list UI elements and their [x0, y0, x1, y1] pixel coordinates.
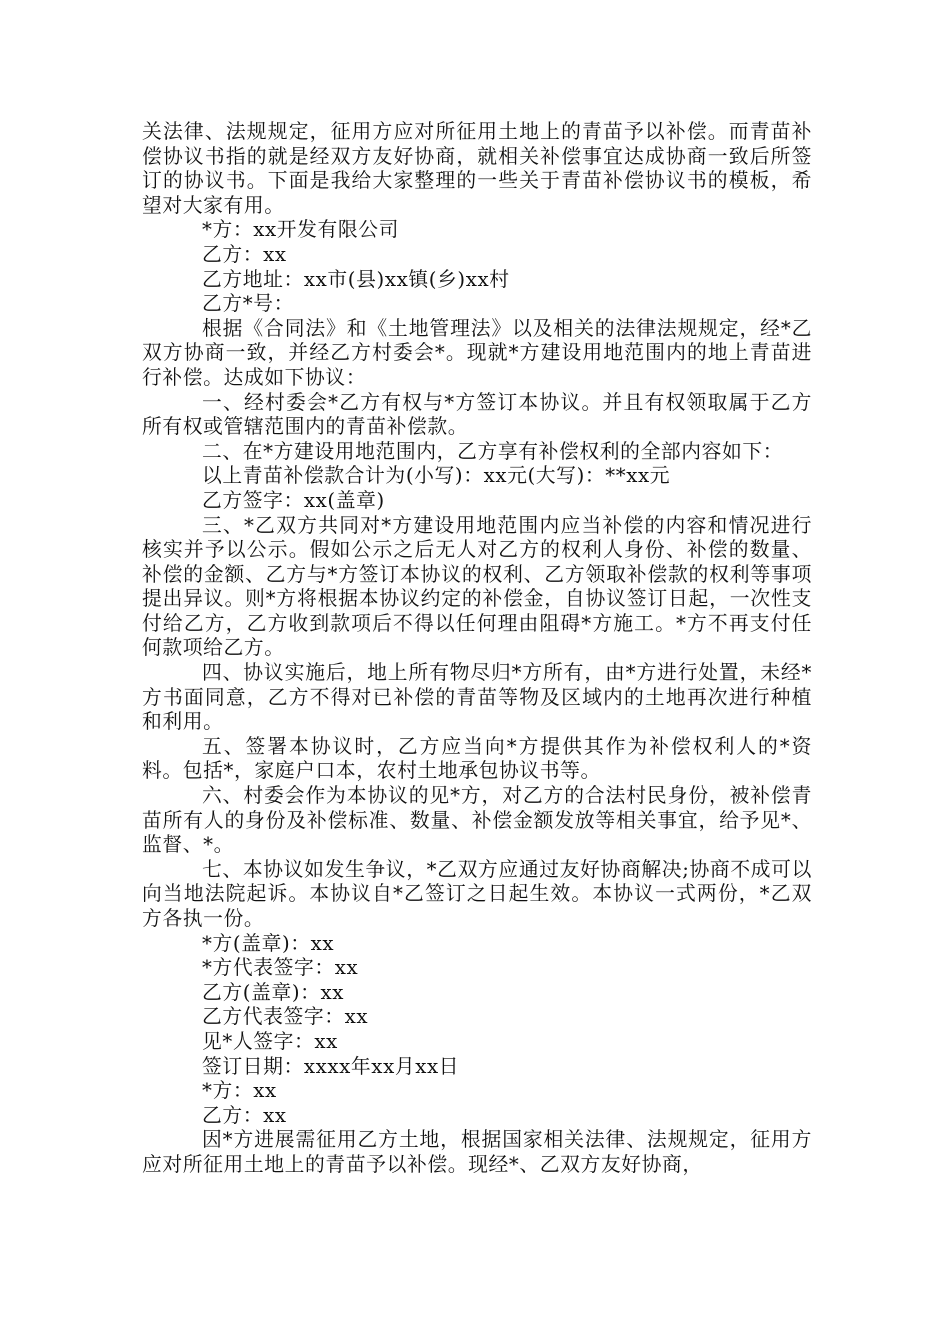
compensation-total-line: 以上青苗补偿款合计为(小写)：xx元(大写)：**xx元 [202, 464, 671, 488]
party-b-signature-line: 乙方签字：xx(盖章) [202, 488, 385, 512]
party-b-seal-line: 乙方(盖章)：xx [202, 980, 345, 1004]
second-agreement-intro-paragraph: 因*方进展需征用乙方土地，根据国家相关法律、法规规定，征用方应对所征用土地上的青苗予以补偿。现经*、乙双方友好协商， [142, 1128, 812, 1176]
party-a-line: *方：xx开发有限公司 [202, 218, 400, 242]
signing-date-line: 签订日期：xxxx年xx月xx日 [202, 1054, 460, 1078]
second-party-a-line: *方：xx [202, 1079, 277, 1103]
party-b-id-line: 乙方*号： [202, 292, 295, 316]
witness-signature-line: 见*人签字：xx [202, 1029, 338, 1053]
party-a-rep-signature-line: *方代表签字：xx [202, 956, 359, 980]
clause-6-paragraph: 六、村委会作为本协议的见*方，对乙方的合法村民身份，被补偿青苗所有人的身份及补偿标准、数量、补偿金额发放等相关事宜，给予见*、监督、*。 [142, 784, 812, 857]
party-a-seal-line: *方(盖章)：xx [202, 931, 335, 955]
legal-basis-paragraph: 根据《合同法》和《土地管理法》以及相关的法律法规规定，经*乙双方协商一致，并经乙方村委会*。现就*方建设用地范围内的地上青苗进行补偿。达成如下协议： [142, 316, 812, 389]
intro-paragraph: 关法律、法规规定，征用方应对所征用土地上的青苗予以补偿。而青苗补偿协议书指的就是经双方友好协商，就相关补偿事宜达成协商一致后所签订的协议书。下面是我给大家整理的一些关于青苗补偿协议书的模板，希望对大家有用。 [142, 120, 812, 217]
party-b-address-line: 乙方地址：xx市(县)xx镇(乡)xx村 [202, 267, 510, 291]
party-b-rep-signature-line: 乙方代表签字：xx [202, 1005, 369, 1029]
second-party-b-line: 乙方：xx [202, 1103, 287, 1127]
clause-5-paragraph: 五、签署本协议时，乙方应当向*方提供其作为补偿权利人的*资料。包括*，家庭户口本，农村土地承包协议书等。 [142, 734, 812, 783]
clause-2-paragraph: 二、在*方建设用地范围内，乙方享有补偿权利的全部内容如下： [202, 439, 784, 463]
party-b-line: 乙方：xx [202, 242, 287, 266]
clause-7-paragraph: 七、本协议如发生争议，*乙双方应通过友好协商解决;协商不成可以向当地法院起诉。本协议自*乙签订之日起生效。本协议一式两份，*乙双方各执一份。 [142, 857, 812, 930]
clause-3-paragraph: 三、*乙双方共同对*方建设用地范围内应当补偿的内容和情况进行核实并予以公示。假如公示之后无人对乙方的权利人身份、补偿的数量、补偿的金额、乙方与*方签订本协议的权利、乙方领取补偿款的权利等事项提出异议。则*方将根据本协议约定的补偿金，自协议签订日起，一次性支付给乙方，乙方收到款项后不得以任何理由阻碍*方施工。*方不再支付任何款项给乙方。 [142, 513, 812, 660]
document-body [142, 120, 812, 1178]
clause-4-paragraph: 四、协议实施后，地上所有物尽归*方所有，由*方进行处置，未经*方书面同意，乙方不得对已补偿的青苗等物及区域内的土地再次进行种植和利用。 [142, 661, 812, 734]
clause-1-paragraph: 一、经村委会*乙方有权与*方签订本协议。并且有权领取属于乙方所有权或管辖范围内的青苗补偿款。 [142, 390, 812, 439]
